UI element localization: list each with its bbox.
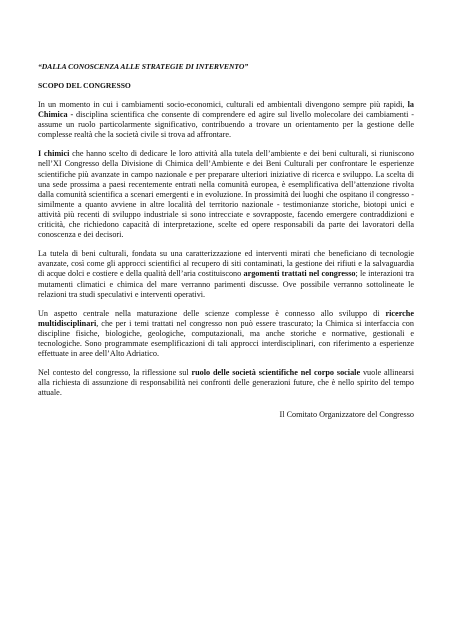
paragraph-3-text-c: ; le interazioni tra mutamenti climatici e chimica del mare verranno parimenti discusse. Ove possibile verranno sottolineate le relazioni tra studi speculativi e interventi operativi. bbox=[38, 269, 414, 299]
paragraph-3 bbox=[38, 249, 414, 299]
paragraph-5-bold: ruolo delle società scientifiche nel corpo sociale bbox=[191, 368, 361, 378]
paragraph-4-bold: ricerche multidisciplinari bbox=[38, 308, 414, 328]
paragraph-1-text-c: disciplina scientifica che consente di comprendere ed agire sul livello molecolare dei cambiamenti - assume un ruolo particolarmente significativo, contribuendo a trovare un orientamento per la gestione delle complesse realtà che la società civile si trova ad affrontare. bbox=[38, 110, 414, 140]
document-title: “DALLA CONOSCENZA ALLE STRATEGIE DI INTERVENTO” bbox=[38, 62, 249, 71]
paragraph-1 bbox=[38, 100, 414, 140]
paragraph-5 bbox=[38, 368, 414, 398]
paragraph-2-text-b: che hanno scelto di dedicare le loro attività alla tutela dell’ambiente e dei beni culturali, si riuniscono nell’XI Congresso della Divisione di Chimica dell’Ambiente e dei Beni Culturali per confrontare le esperienze scientifiche più avanzate in campo nazionale e per preparare ulteriori iniziative di ricerca e sviluppo. La scelta di una sede prossima a paesi recentemente entrati nella comunità europea, è esemplificativa dell’attenzione rivolta dalla comunità scientifica a scenari emergenti e in evoluzione. In prossimità dei luoghi che ospitano il congresso - similmente a quanto avviene in altre località del territorio nazionale - testimonianze storiche, biotopi unici e attività più recenti di sviluppo industriale si sono intrecciate e sovrapposte, facendo emergere contraddizioni e criticità, che richiedono capacità di interpretazione, scelte ed opere responsabili da parte dei lavoratori della conoscenza e dei decisori. bbox=[38, 149, 415, 240]
section-heading: SCOPO DEL CONGRESSO bbox=[38, 81, 131, 90]
paragraph-2 bbox=[38, 149, 414, 240]
paragraph-5-text-c: vuole allinearsi alla richiesta di assunzione di responsabilità nei confronti delle generazioni future, che è nello spirito del tempo attuale. bbox=[38, 368, 414, 398]
signature: Il Comitato Organizzatore del Congresso bbox=[279, 410, 414, 420]
paragraph-4-text-a: Un aspetto centrale nella maturazione delle scienze complesse è connesso allo sviluppo di bbox=[38, 308, 386, 318]
paragraph-5-text-a: Nel contesto del congresso, la riflessione sul bbox=[38, 368, 192, 378]
paragraph-4-text-c: , che per i temi trattati nel congresso non può essere trascurato; la Chimica si interfaccia con discipline fisiche, biologiche, geologiche, computazionali, ma anche storiche e normative, gestionali e tecnologiche. Sono programmate esemplificazioni di tali approcci interdisciplinari, con riferimento a esperienze effettuate in aree dell’Alto Adriatico. bbox=[38, 318, 414, 359]
paragraph-1-text-a: In un momento in cui i cambiamenti socio-economici, culturali ed ambientali divengono sempre più rapidi, bbox=[38, 100, 408, 109]
paragraph-4 bbox=[38, 309, 414, 359]
paragraph-3-bold: argomenti trattati nel congresso bbox=[243, 269, 356, 279]
paragraph-3-text-a: La tutela di beni culturali, fondata su una caratterizzazione ed interventi mirati che beneficiano di tecnologie avanzate, così come gli approcci scientifici al recupero di siti contaminati, la gestione dei rifiuti e la salvaguardia di acque dolci e costiere e della qualità dell’aria costituiscono bbox=[38, 249, 414, 279]
paragraph-2-bold: I chimici bbox=[38, 149, 70, 159]
paragraph-1-bold: la Chimica - bbox=[38, 100, 414, 120]
